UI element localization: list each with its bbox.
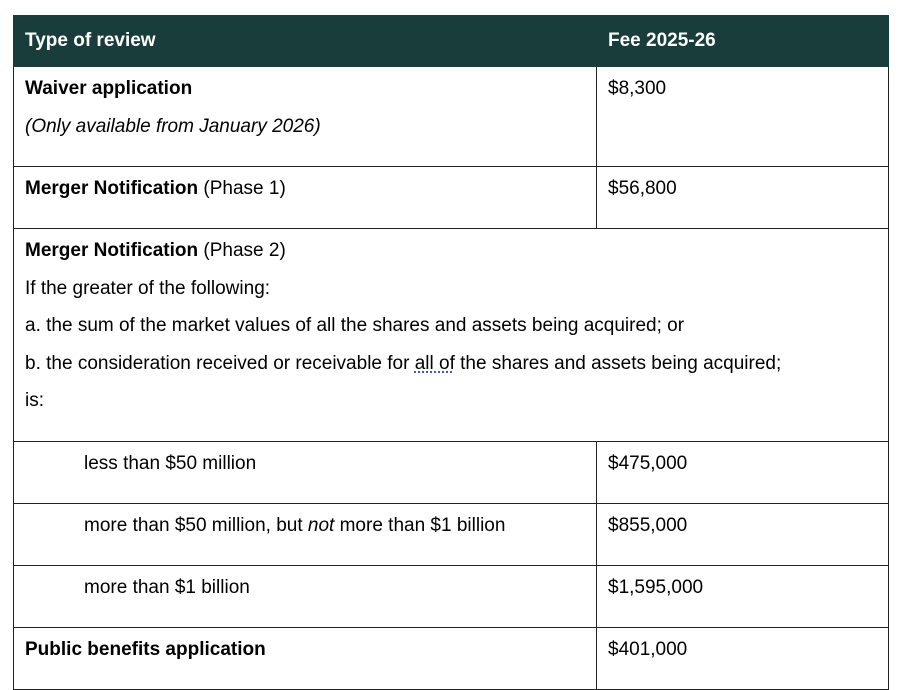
tier-1-fee: $475,000 — [597, 442, 889, 504]
row-tier-3 — [14, 566, 889, 628]
waiver-note: (Only available from January 2026) — [25, 116, 321, 137]
phase1-cell — [14, 167, 597, 229]
public-benefits-title: Public benefits application — [25, 639, 266, 660]
row-merger-phase-1 — [14, 167, 889, 229]
phase1-title: Merger Notification — [25, 178, 199, 199]
phase1-suffix: (Phase 1) — [198, 178, 286, 199]
tier-2-fee: $855,000 — [597, 504, 889, 566]
tier-2-label — [14, 504, 597, 566]
phase2-item-a: a. the sum of the market values of all the shares and assets being acquired; or — [25, 315, 685, 336]
waiver-title: Waiver application — [25, 78, 193, 99]
fee-table — [13, 15, 889, 690]
row-merger-phase-2 — [14, 229, 889, 442]
phase2-item-b-underlined: all of — [414, 352, 455, 374]
row-tier-1 — [14, 442, 889, 504]
header-row — [14, 16, 889, 67]
phase2-title: Merger Notification — [25, 240, 199, 261]
phase2-item-b-pre: b. the consideration received or receivable for — [25, 352, 415, 374]
phase2-cell — [14, 229, 889, 442]
tier-1-label: less than $50 million — [14, 442, 597, 504]
waiver-cell — [14, 67, 597, 167]
public-benefits-fee: $401,000 — [597, 628, 889, 690]
phase2-suffix: (Phase 2) — [198, 240, 286, 261]
header-type-of-review: Type of review — [14, 16, 597, 67]
row-tier-2 — [14, 504, 889, 566]
phase2-item-b — [25, 353, 888, 375]
header-fee: Fee 2025-26 — [597, 16, 889, 67]
phase1-fee: $56,800 — [597, 167, 889, 229]
row-waiver-application — [14, 67, 889, 167]
row-public-benefits — [14, 628, 889, 690]
tier-3-fee: $1,595,000 — [597, 566, 889, 628]
phase2-is: is: — [25, 390, 44, 411]
phase2-intro: If the greater of the following: — [25, 277, 271, 299]
phase2-item-b-post: the shares and assets being acquired; — [454, 352, 782, 374]
tier-2-label-em: not — [307, 515, 335, 536]
public-benefits-cell — [14, 628, 597, 690]
tier-2-label-pre: more than $50 million, but — [84, 515, 308, 536]
tier-2-label-post: more than $1 billion — [334, 515, 506, 536]
waiver-fee: $8,300 — [597, 67, 889, 167]
tier-3-label: more than $1 billion — [14, 566, 597, 628]
